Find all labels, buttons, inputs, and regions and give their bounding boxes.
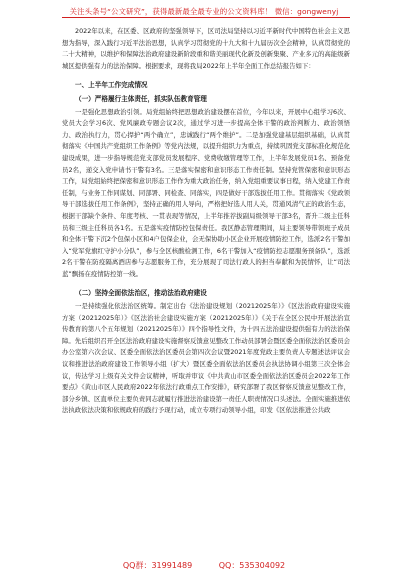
footer-qq: QQ：535304092 [218,561,286,570]
footer-contact [0,560,408,571]
footer-qq-group: QQ群：31991489 [122,561,193,570]
subsection-2-paragraph: 一是持续强化依法治区统筹。制定出台《法治建设规划（20212025年）》《区法治政府建设实施方案（20212025年）》《区法治社会建设实施方案（20212025年）》《关于在全区公民中开展法治宣传教育的第八个五年规划（20212025年）》四个指导性文件，为十四五法治建设提供强有力的法治保障。先后组织召开全区法治政府建设实施督察反馈意见整改工作动员部署会暨区委全面依法治区委员会办公室第六次会议、区委全面依法治区委员会第四次会议暨2021年度党政主要负责人专题述法评议会议和推进法治政府建设工作领导小组（扩大）暨区委全面依法治区委员会执法协调小组第三次全体会议，传达学习上级有关文件会议精神，听取并审议《中共黄山市区委全面依法治区委员会2022年工作要点》《黄山市区人民政府2022年依法行政重点工作安排》，研究部署了我区督察反馈意见整改工作，部分乡镇、区直单位主要负责同志就履行推进法治建设第一责任人职责情况口头述法。全面实施推进依法执政依法决策和依规政府的践行予现行动，成立专项行动领导小组，印发《区依法推进公共政 [62,302,350,415]
section-1-heading: 一、上半年工作完成情况 [75,81,148,90]
document-body [62,26,350,417]
top-banner: 关注头条号“公文研究”，获得最新最全最专业的公文资料库！ 微信：gongwenyj [69,7,339,16]
subsection-1-paragraph: 一是强化思想政治引领。局党组始终把思想政治建设摆在首位，今年以来，开展中心组学习6次、党员大会学习6次、党风廉政专题会议2次，通过学习进一步提高全体干警的政治判断力、政治领悟力、政治执行力，贯心捍护“两个确立”，忠诚践行“两个维护”。二是加强党建基层组织基础，认真贯彻落实《中国共产党组织工作条例》等党内法规，以提升组织力为重点，持续巩固党支部标准化规范化建设成果，进一步指导规范党支部党员发展程序、党费收缴管理等工作，上半年发展党员1名、预备党员2名，递交入党申请书干警有3名。三是落实保密和意识形态工作责任制。坚持党管保密和意识形态工作，局党组始终把保密和意识形态工作作为重大政治任务，纳入党组重要议事日程，纳入党建工作责任制，与业务工作同谋划、同部署、同检查、同落实，四是做好干部选拔任用工作。贯彻落实《党政领导干部选拔任用工作条例》，坚持正确的用人导向，严格把好选人用人关，贯通风清气正的政治生态，根据干部缺个条件、年度考核、一贯表现等情况，上半年推荐拔副局级领导干部3名，晋升二级主任科员和三级主任科员各1名。五是落实疫情防控包保责任。我区静态管理期间，局主要领导带领班子成员和全体干警下沉2个包保小区和4户包保企业，会无保协助小区企业开展疫情防控工作，选派2名干警加入“党军党旗红守护小分队”，参与全区核酸检测工作，6名干警加入“疫情防控志愿服务预备队”，选派2名干警在防疫隔离酒店参与志愿服务工作，充分展现了司法行政人的担当奉献和为民情怀，让“司法蓝”飘扬在疫情防控第一线。 [62,107,350,278]
intro-paragraph: 2022年以来，在区委、区政府的坚强领导下，区司法局坚持以习近平新时代中国特色社会主义思想为指导，深入践行习近平法治思想，认真学习贯彻党的十九大和十九届历次全会精神，认真贯彻党的二十大精神，以维护和保障法治政府建设新阶段重和谐美丽现代化新及创新集聚、产业多元的高能级新城区提供强有力的法治保障。根据要求，现将我局2022年上半年全面工作总结报告如下： [62,27,350,70]
subsection-1-heading: （一）严格履行主体责任，抓实队伍教育管理 [75,94,207,103]
subsection-2-heading: （二）坚持全面依法治区，推动法治政府建设 [75,289,207,298]
banner-divider [62,17,350,18]
